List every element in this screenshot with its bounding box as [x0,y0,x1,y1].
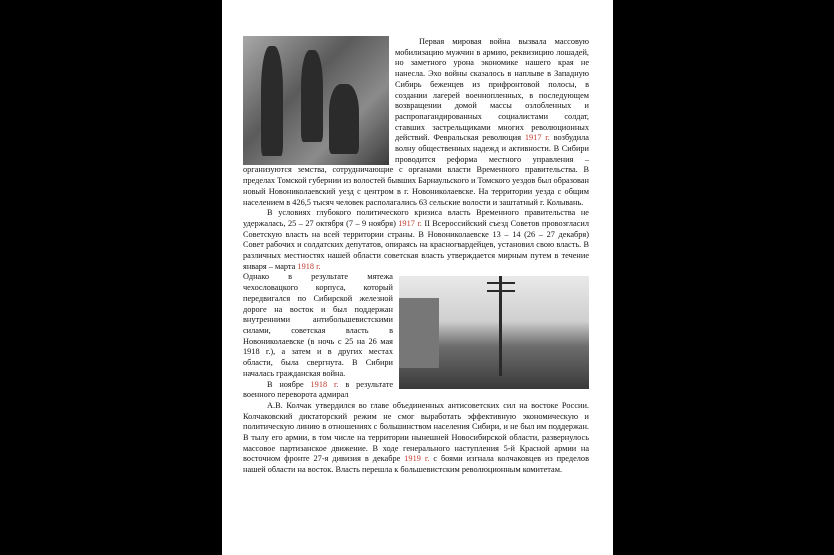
year-highlight: 1918 г. [297,261,321,271]
paragraph-2: В условиях глубокого политического кризиса власть Временного правительства не удержалась, 25 – 27 октября (7 – 9 ноября) 1917 г. II Всероссийский съезд Советов провозгласил Советскую власть на всей территории страны. В Новониколаевске 13 – 14 (26 – 27 декабря) Совет рабочих и солдатских депутатов, опираясь на красногвардейцев, установил свою власть. В различных местностях нашей области советская власть утверждается мирным путем в течение января – марта 1918 г. [243,208,589,271]
soldiers-photo [243,36,389,165]
paragraph-5: А.В. Колчак утвердился во главе объединенных антисоветских сил на востоке России. Колчаковский диктаторский режим не смог выработать эффективную экономическую и политическую линию в отношениях с большинством населения Сибири, и не был им поддержан. В тылу его армии, в том числе на территории нынешней Новосибирской области, развернулось массовое партизанское движение. В ходе генерального наступления 5-й Красной армии на восточном фронте 27-я дивизия в декабре 1919 г. с боями изгнала колчаковцев из пределов нашей области на восток. Власть перешла к большевистским революционным комитетам. [243,400,589,475]
street-crowd-photo [399,276,589,389]
document-text [243,37,589,476]
year-highlight: 1917 г. [398,218,422,228]
paragraph-3: Однако в результате мятежа чехословацкого корпуса, который передвигался по Сибирской железной дороге на восток и был поддержан внутренними антибольшевистскими силами, советская власть в Новониколаевске (в ночь с 25 на 26 мая 1918 г.), а затем и в других местах области, была свергнута. В Сибири началась гражданская война. [243,272,393,378]
year-highlight: 1919 г. [404,454,430,464]
document-page [222,0,613,555]
paragraph-1: Первая мировая война вызвала массовую мобилизацию мужчин в армию, реквизицию лошадей, но заметного урона экономике нашего края не нанесла. Эхо войны сказалось в наплыве в Западную Сибирь беженцев из прифронтовой полосы, в создании лагерей военнопленных, в последующем возвращении домой массы озлобленных и распропагандированных социалистами солдат, ставших застрельщиками многих революционных действий. Февральская революция 1917 г. возбудила волну общественных надежд и активности. В Сибири проводится реформа местного управления – организуются земства, сотрудничающие с органами власти Временного правительства. В пределах Томской губернии из волостей бывших Барнаульского и Томского уездов был образован новый Новониколаевский уезд с центром в г. Новониколаевске. На территории уезда с общим населением в 426,5 тысяч человек располагались 63 сельские волости и заштатный г. Колывань. [243,37,589,207]
year-highlight: 1917 г. [524,133,550,143]
paragraph-4: В ноябре 1918 г. в результате военного переворота адмирал [243,379,393,400]
year-highlight: 1918 г. [310,379,339,389]
